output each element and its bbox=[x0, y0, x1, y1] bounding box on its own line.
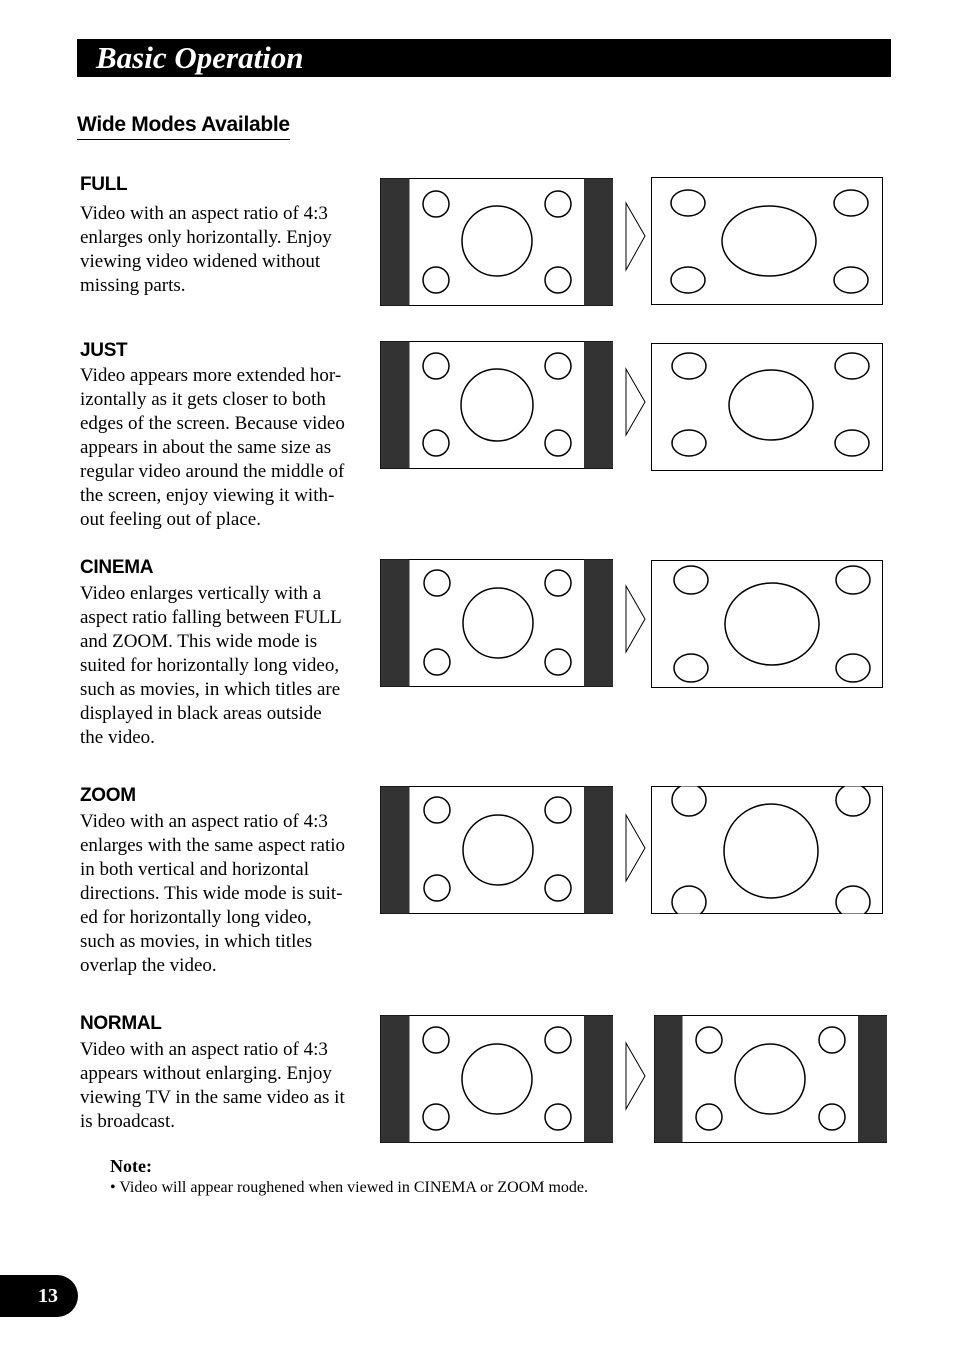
section-title: Wide Modes Available bbox=[77, 111, 290, 140]
zoom-mode-illustration bbox=[380, 783, 890, 918]
result-screen bbox=[652, 561, 883, 688]
arrow-icon bbox=[626, 203, 645, 270]
source-screen bbox=[381, 1016, 614, 1143]
mode-heading-cinema: CINEMA bbox=[80, 557, 154, 578]
mode-description-cinema: Video enlarges vertically with a aspect ratio falling between FULL and ZOOM. This wide mode is suited for horizontally long video, such as movies, in which titles are displayed in black areas outside the video. bbox=[80, 583, 342, 748]
mode-description-zoom: Video with an aspect ratio of 4:3 enlarges with the same aspect ratio in both vertical and horizontal directions. This wide mode is suit- ed for horizontally long video, such as movies, in which titles overlap the video. bbox=[80, 811, 346, 976]
diagram-just bbox=[380, 339, 890, 474]
mode-description-just: Video appears more extended hor- izontally as it gets closer to both edges of the screen. Because video appears in about the same size as regular video around the middle of the screen, enjoy viewing it with- out feeling out of place. bbox=[80, 365, 345, 530]
arrow-icon bbox=[626, 586, 645, 652]
diagram-zoom bbox=[380, 783, 890, 918]
arrow-icon bbox=[626, 815, 645, 881]
note-item: • Video will appear roughened when viewed in CINEMA or ZOOM mode. bbox=[110, 1179, 589, 1196]
cinema-mode-illustration bbox=[380, 557, 890, 692]
mode-heading-normal: NORMAL bbox=[80, 1013, 162, 1034]
page-number: 13 bbox=[38, 1285, 58, 1307]
page-number-badge bbox=[0, 1275, 78, 1317]
mode-heading-zoom: ZOOM bbox=[80, 785, 136, 806]
diagram-cinema bbox=[380, 557, 890, 692]
note-label: Note: bbox=[110, 1156, 152, 1176]
source-screen bbox=[381, 342, 614, 469]
source-screen bbox=[381, 787, 614, 914]
mode-description-full: Video with an aspect ratio of 4:3 enlarges only horizontally. Enjoy viewing video widened without missing parts. bbox=[80, 203, 332, 296]
diagram-full bbox=[380, 175, 890, 310]
mode-heading-just: JUST bbox=[80, 340, 128, 361]
source-screen bbox=[381, 560, 614, 687]
full-mode-illustration bbox=[380, 175, 890, 310]
chapter-title: Basic Operation bbox=[96, 40, 304, 75]
arrow-icon bbox=[626, 369, 645, 435]
result-screen bbox=[652, 344, 883, 471]
source-screen bbox=[381, 179, 614, 306]
chapter-header-bar bbox=[77, 39, 891, 77]
result-screen bbox=[652, 784, 883, 918]
arrow-icon bbox=[626, 1043, 645, 1109]
normal-mode-illustration bbox=[380, 1013, 892, 1148]
diagram-normal bbox=[380, 1013, 892, 1148]
result-screen bbox=[655, 1016, 888, 1143]
mode-heading-full: FULL bbox=[80, 174, 128, 195]
mode-description-normal: Video with an aspect ratio of 4:3 appears without enlarging. Enjoy viewing TV in the same video as it is broadcast. bbox=[80, 1039, 345, 1132]
just-mode-illustration bbox=[380, 339, 890, 474]
result-screen bbox=[652, 178, 883, 305]
